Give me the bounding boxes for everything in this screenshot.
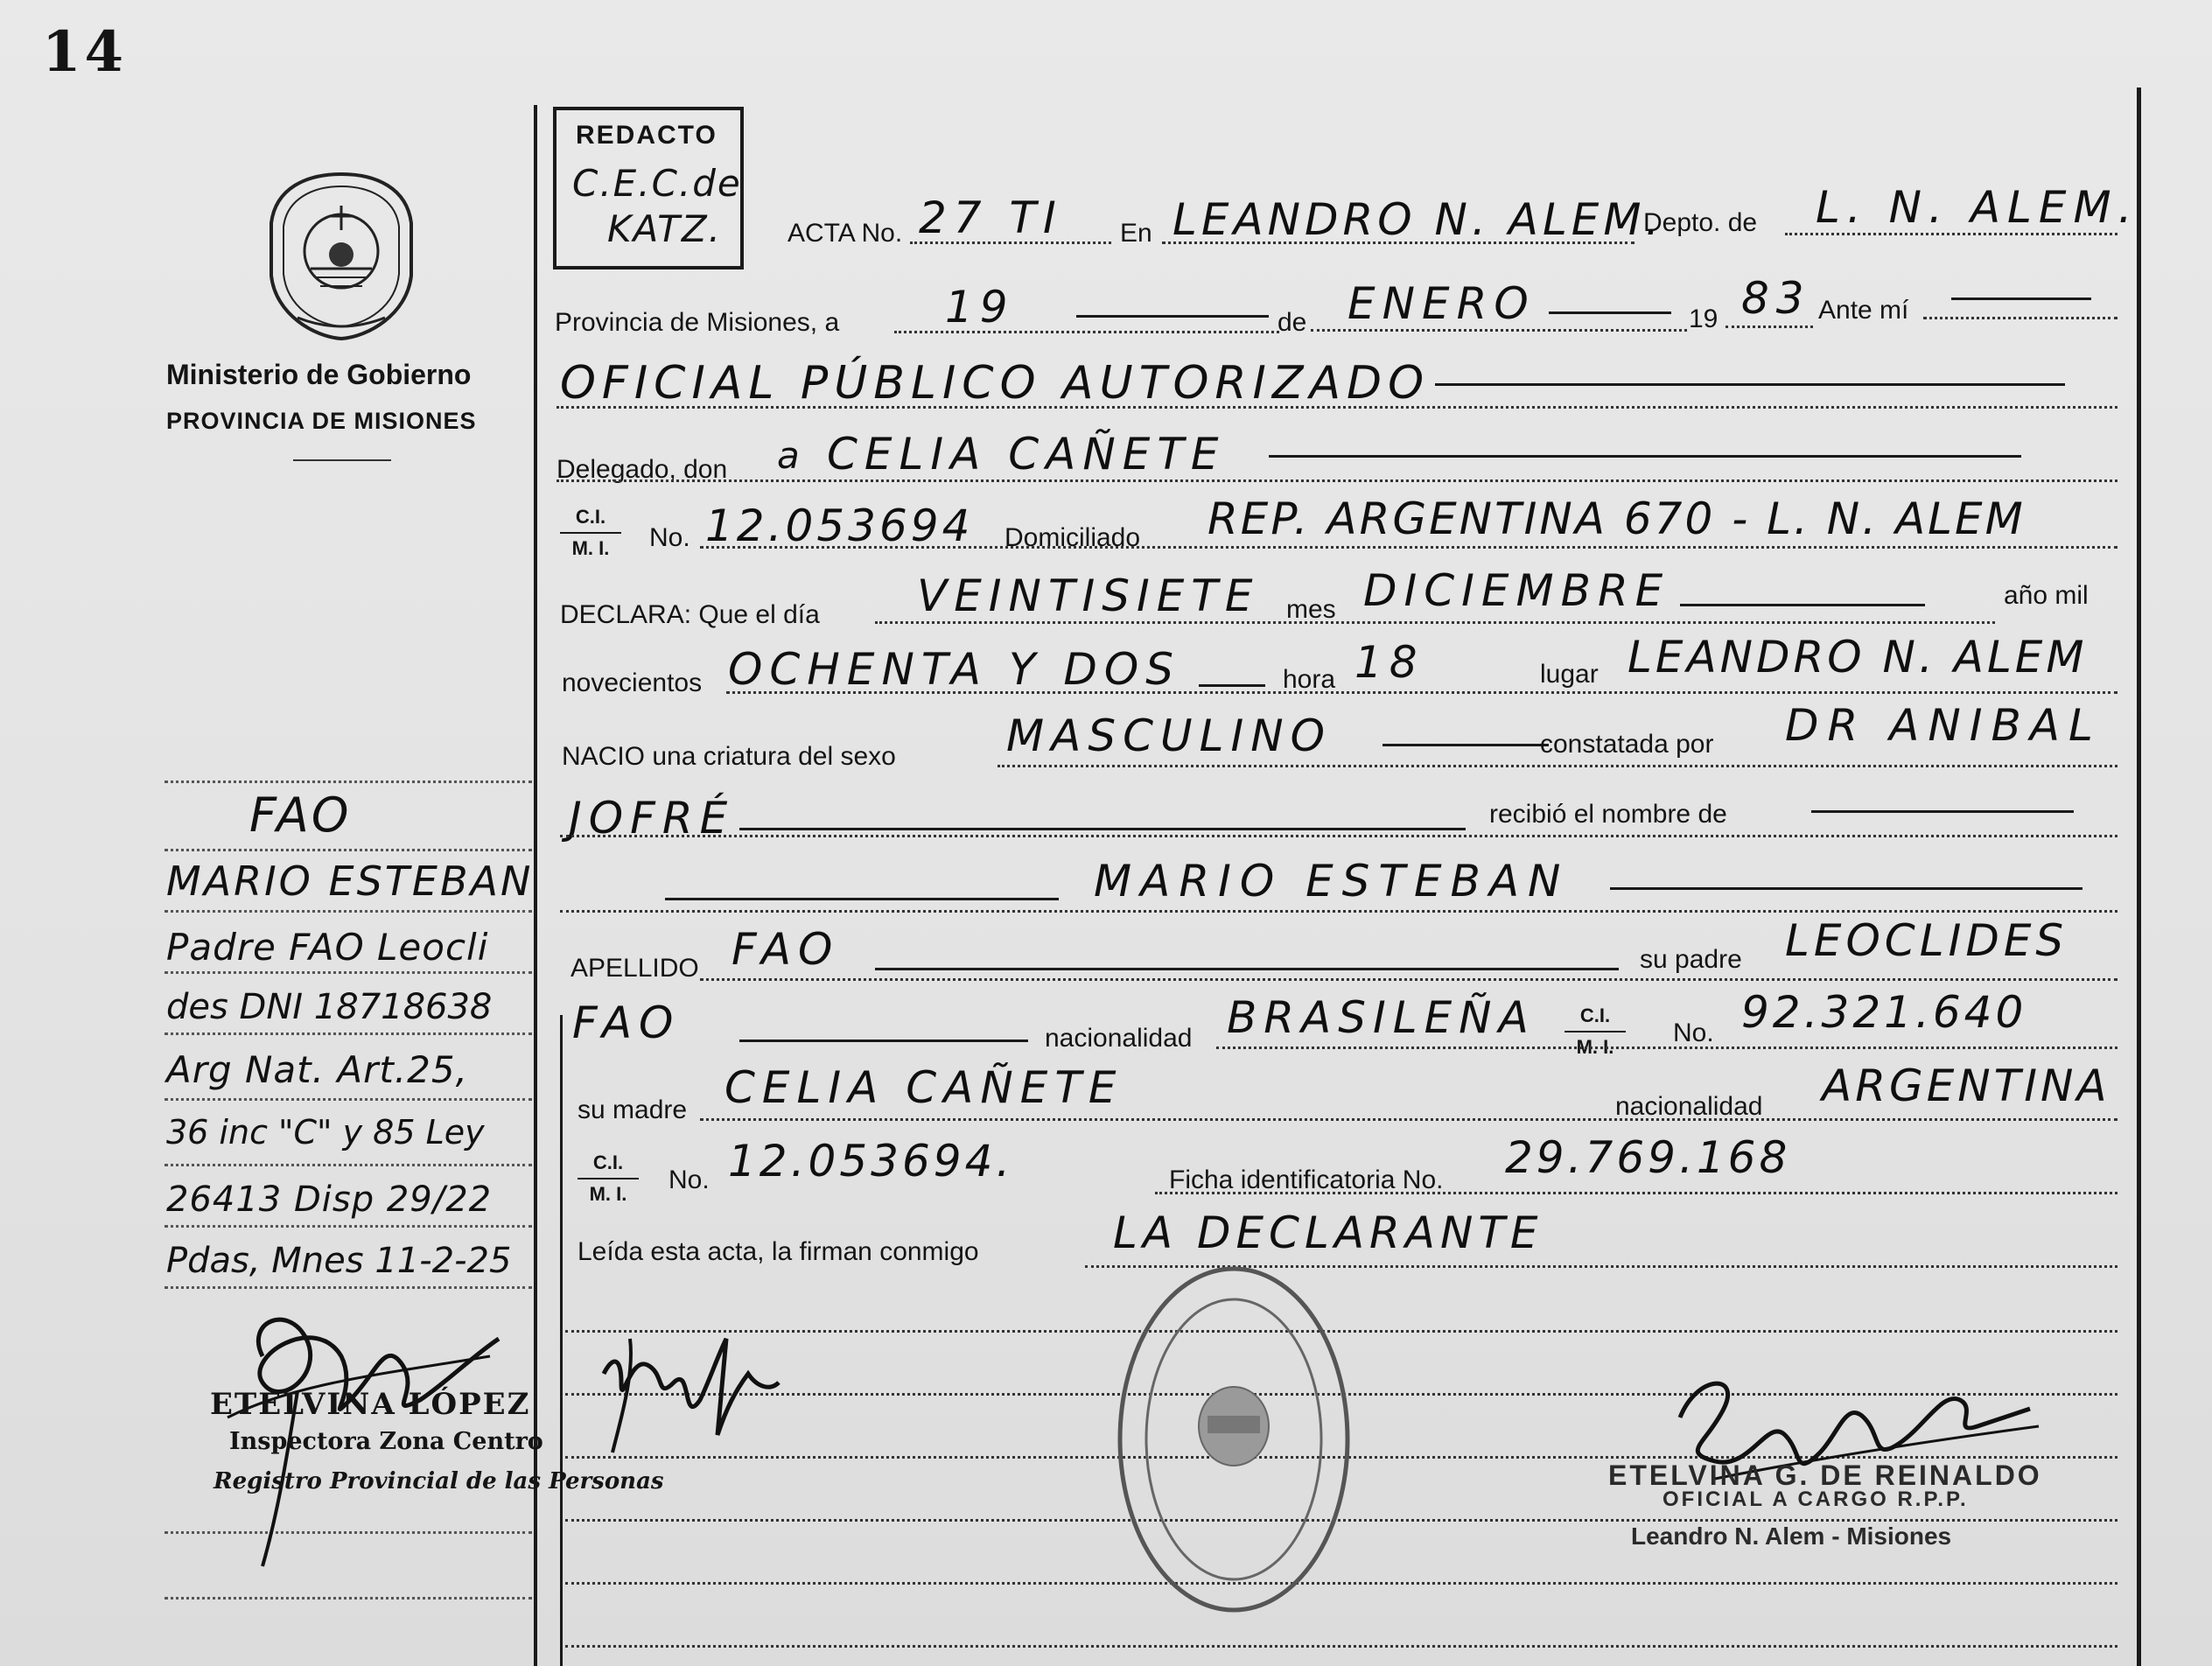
provincia-label: Provincia de Misiones, a [555, 308, 840, 337]
declara-label: DECLARA: Que el día [560, 600, 820, 629]
anio-label: año mil [2004, 581, 2089, 610]
margin-note-line: 26413 Disp 29/22 [166, 1180, 493, 1220]
margin-line [164, 1164, 532, 1166]
redacto-value-line: KATZ. [607, 207, 722, 250]
province-name: PROVINCIA DE MISIONES [166, 408, 477, 434]
year-dash [1199, 684, 1265, 687]
form-right-border [2137, 88, 2141, 1666]
official-line [556, 406, 2118, 409]
padre-nac-label: nacionalidad [1045, 1024, 1193, 1053]
official-stamp-title: OFICIAL A CARGO R.P.P. [1662, 1488, 1969, 1511]
margin-note-line: MARIO ESTEBAN [166, 858, 534, 905]
sexo-value: MASCULINO [1006, 710, 1332, 761]
provincial-emblem-icon [262, 171, 420, 341]
margin-line [164, 1032, 532, 1035]
declara-month: DICIEMBRE [1363, 565, 1670, 616]
margin-note-line: Pdas, Mnes 11-2-25 [166, 1241, 512, 1281]
lugar-value: LEANDRO N. ALEM [1628, 632, 2088, 682]
depto-value: L. N. ALEM. [1816, 182, 2139, 233]
no-label: No. [649, 523, 690, 552]
month-line [1311, 329, 1687, 332]
padre-doc: 92.321.640 [1741, 987, 2027, 1038]
mi-label: M. I. [1576, 1036, 1614, 1058]
delegado-line [556, 480, 2118, 482]
name-dash-left [665, 898, 1059, 900]
nacio-line [998, 765, 2118, 767]
apellido-line [700, 978, 2118, 981]
ficha-value: 29.769.168 [1505, 1132, 1791, 1183]
ci-label: C.I. [560, 502, 621, 534]
delegado-dash [1269, 455, 2021, 458]
official-stamp-place: Leandro N. Alem - Misiones [1631, 1522, 1952, 1550]
madre-line [700, 1118, 2118, 1121]
year-words: OCHENTA Y DOS [728, 644, 1180, 695]
en-value: LEANDRO N. ALEM. [1172, 194, 1664, 245]
ficha-label: Ficha identificatoria No. [1169, 1166, 1444, 1194]
delegado-value: CELIA CAÑETE [827, 429, 1226, 480]
margin-note-line: 36 inc "C" y 85 Ley [166, 1113, 485, 1152]
ci-label: C.I. [1564, 1001, 1626, 1032]
acta-label: ACTA No. [788, 219, 903, 248]
constatada-label: constatada por [1540, 730, 1714, 759]
signature-line [565, 1645, 2118, 1648]
leida-label: Leída esta acta, la firman conmigo [578, 1237, 979, 1266]
margin-line [164, 849, 532, 851]
inspector-stamp-title: Inspectora Zona Centro [229, 1428, 543, 1455]
year-suffix: 83 [1741, 273, 1811, 324]
recibio-dash [1811, 810, 2074, 813]
mi-label: M. I. [589, 1183, 627, 1205]
depto-line [1785, 233, 2118, 235]
ante-line [1923, 317, 2118, 319]
madre-nac-value: ARGENTINA [1822, 1060, 2110, 1111]
recibio-line [560, 835, 2118, 837]
madre-nac-label: nacionalidad [1615, 1092, 1763, 1121]
separator [293, 459, 391, 461]
margin-line [164, 1225, 532, 1228]
year-line [1726, 326, 1813, 328]
year-prefix: 19 [1689, 304, 1718, 333]
padre-nac-value: BRASILEÑA [1227, 992, 1536, 1043]
margin-line [164, 780, 532, 783]
doctor-dash [739, 828, 1466, 830]
doctor-value: DR ANIBAL [1785, 700, 2102, 751]
depto-label: Depto. de [1643, 208, 1758, 237]
ante-label: Ante mí [1818, 296, 1909, 325]
margin-note-line: FAO [249, 788, 352, 843]
redacto-label: REDACTO [576, 121, 718, 150]
sexo-dash [1382, 744, 1549, 746]
doctor-cont: JOFRÉ [569, 793, 735, 844]
delegado-label: Delegado, don [556, 455, 728, 484]
padre-line [1216, 1046, 2118, 1049]
madre-label: su madre [578, 1096, 688, 1124]
declara-line [875, 621, 1995, 624]
no-label: No. [668, 1166, 710, 1194]
ci-label: C.I. [578, 1148, 639, 1180]
acta-number: 27 TI [919, 192, 1063, 243]
madre-value: CELIA CAÑETE [724, 1062, 1124, 1113]
de-label: de [1278, 308, 1307, 337]
month-value: ENERO [1348, 278, 1536, 329]
inspector-stamp-office: Registro Provincial de las Personas [214, 1468, 664, 1494]
official-dash [1435, 383, 2065, 386]
redacto-value-line: C.E.C.de [572, 162, 742, 205]
padre-dash [739, 1040, 1028, 1042]
margin-note-line: des DNI 18718638 [166, 987, 493, 1027]
ante-dash [1951, 298, 2091, 300]
ficha-line [1155, 1192, 2118, 1194]
padre-label: su padre [1640, 945, 1742, 974]
margin-line [164, 1098, 532, 1101]
madre-doc: 12.053694. [728, 1136, 1014, 1186]
name-dash-right [1610, 887, 2082, 890]
leida-value: LA DECLARANTE [1113, 1208, 1544, 1258]
ministry-name: Ministerio de Gobierno [166, 359, 472, 390]
redacto-box [553, 107, 744, 270]
novecientos-label: novecientos [562, 668, 703, 697]
official-value: OFICIAL PÚBLICO AUTORIZADO [560, 357, 1431, 410]
apellido-label: APELLIDO [570, 954, 699, 983]
margin-line [164, 971, 532, 974]
day-dash [1076, 315, 1269, 318]
mes-label: mes [1286, 595, 1336, 624]
domiciliado-line [700, 546, 2118, 549]
padre-cont: FAO [572, 998, 681, 1048]
apellido-dash [875, 968, 1619, 970]
hora-label: hora [1283, 665, 1336, 694]
redacto-value [572, 161, 742, 252]
hora-value: 18 [1354, 637, 1424, 688]
declara-day: VEINTISIETE [917, 570, 1260, 621]
child-name: MARIO ESTEBAN [1094, 856, 1570, 906]
declara-dash [1680, 604, 1925, 606]
name-line [560, 910, 2118, 913]
official-stamp-name: ETELVINA G. DE REINALDO [1608, 1460, 2042, 1491]
month-dash [1549, 312, 1671, 314]
no-label: No. [1673, 1018, 1714, 1047]
page-number: 14 [42, 19, 128, 85]
ci-mi-marker [560, 502, 621, 564]
inspector-stamp-name: ETELVINA LÓPEZ [210, 1387, 531, 1422]
en-label: En [1120, 219, 1152, 248]
declarant-signature [595, 1304, 788, 1461]
nacio-label: NACIO una criatura del sexo [562, 742, 896, 771]
margin-line [164, 1597, 532, 1600]
lugar-label: lugar [1540, 660, 1599, 689]
ci-mi-marker [578, 1148, 639, 1209]
padre-value: LEOCLIDES [1785, 915, 2068, 966]
margin-note-line: Padre FAO Leocli [166, 926, 489, 969]
margin-note-line: Arg Nat. Art.25, [166, 1048, 468, 1091]
year-line [726, 691, 2118, 694]
form-inner-border [560, 1015, 563, 1666]
registry-seal-icon [1111, 1260, 1356, 1619]
recibio-label: recibió el nombre de [1489, 800, 1727, 829]
apellido-value: FAO [732, 924, 840, 975]
mi-label: M. I. [571, 537, 610, 559]
domiciliado-label: Domiciliado [1004, 523, 1141, 552]
margin-line [164, 910, 532, 913]
domiciliado-value: REP. ARGENTINA 670 - L. N. ALEM [1208, 494, 2026, 544]
ci-mi-marker [1564, 1001, 1626, 1062]
delegado-doc: 12.053694 [705, 500, 974, 551]
day-value: 19 [945, 282, 1015, 332]
delegado-suffix: a [777, 434, 807, 477]
